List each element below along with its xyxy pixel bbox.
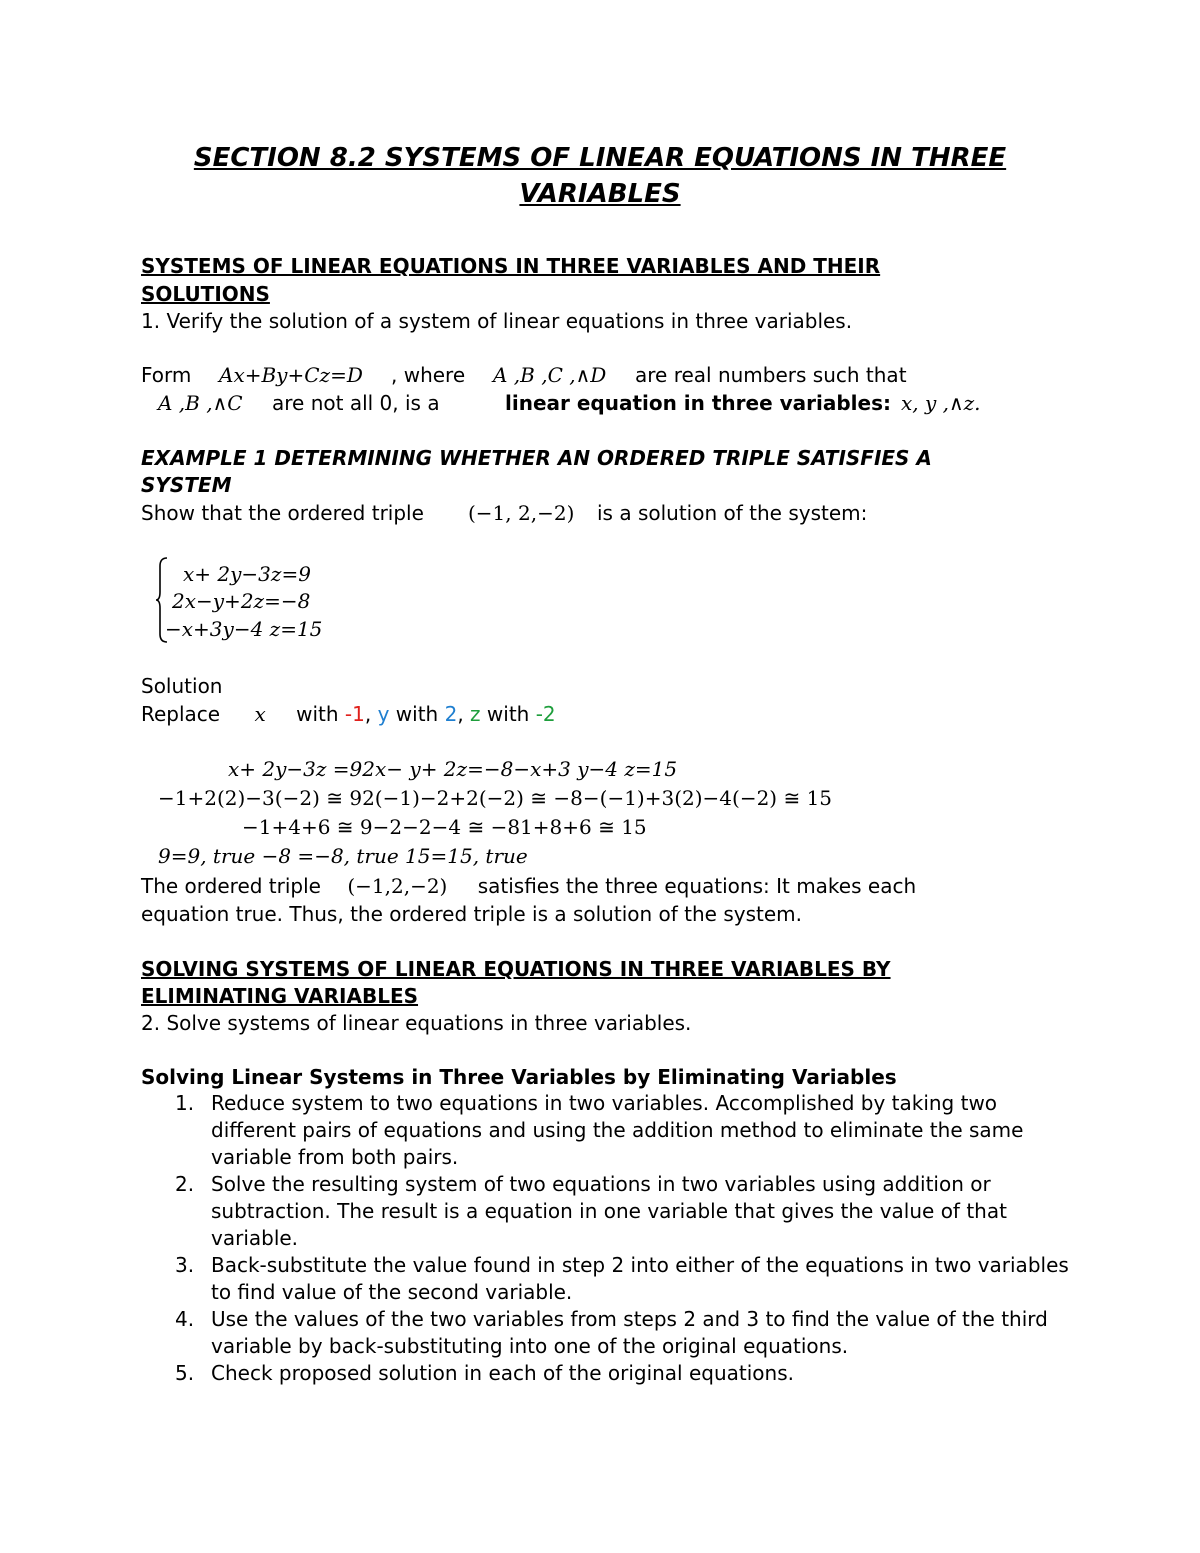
check-row-simplify: −1+4+6 ≅ 9−2−2−4 ≅ −81+8+6 ≅ 15 bbox=[242, 815, 647, 839]
not-all-zero-text: are not all 0, is a bbox=[272, 391, 440, 415]
check-row-substitution: −1+2(2)−3(−2) ≅ 92(−1)−2+2(−2) ≅ −8−(−1)+3(2)−4(−2) ≅ 15 bbox=[158, 786, 833, 810]
list-item bbox=[141, 1252, 1081, 1306]
with-word-1: with bbox=[296, 702, 339, 726]
where-text: , where bbox=[391, 363, 466, 387]
example1-heading-line2: SYSTEM bbox=[141, 473, 232, 497]
system-equation-3: −x+3y−4 z=15 bbox=[165, 617, 323, 641]
list-item bbox=[141, 1360, 1081, 1387]
list-item bbox=[141, 1171, 1081, 1252]
linear-equation-definition: linear equation in three variables: bbox=[505, 391, 892, 415]
replace-word: Replace bbox=[141, 702, 221, 726]
conclusion-text-a: The ordered triple bbox=[141, 874, 321, 898]
check-row-equations: x+ 2y−3z =92x− y+ 2z=−8−x+3 y−4 z=15 bbox=[228, 757, 678, 781]
step-text: Solve the resulting system of two equations in two variables using addition or subtraction. The result is a equation in one variable that gives the value of that variable. bbox=[211, 1172, 1007, 1250]
replace-line bbox=[141, 700, 556, 728]
with-word-2: with bbox=[395, 702, 439, 726]
step-number: 3. bbox=[175, 1253, 195, 1277]
step-text: Back-substitute the value found in step 2 into either of the equations in two variables to find value of the second variable. bbox=[211, 1253, 1069, 1304]
real-numbers-text: are real numbers such that bbox=[635, 363, 907, 387]
section2-heading-line2: ELIMINATING VARIABLES bbox=[141, 984, 419, 1008]
form-word: Form bbox=[141, 363, 192, 387]
conclusion-text-b: satisfies the three equations: It makes each bbox=[477, 874, 917, 898]
step-text: Check proposed solution in each of the original equations. bbox=[211, 1361, 794, 1385]
conclusion-triple: (−1,2,−2) bbox=[347, 874, 448, 898]
procedure-title: Solving Linear Systems in Three Variables by Eliminating Variables bbox=[141, 1065, 897, 1089]
system-equation-1: x+ 2y−3z=9 bbox=[183, 562, 311, 586]
objective-2: 2. Solve systems of linear equations in three variables. bbox=[141, 1011, 692, 1035]
ordered-triple: (−1, 2,−2) bbox=[468, 501, 575, 525]
system-equation-2: 2x−y+2z=−8 bbox=[172, 589, 311, 613]
x-value: -1 bbox=[344, 702, 365, 726]
coefficients-abc: A ,B ,∧C bbox=[158, 391, 243, 415]
list-item bbox=[141, 1090, 1081, 1171]
conclusion-line2: equation true. Thus, the ordered triple is a solution of the system. bbox=[141, 902, 803, 926]
section1-heading-line1: SYSTEMS OF LINEAR EQUATIONS IN THREE VARIABLES AND THEIR bbox=[141, 254, 881, 278]
example1-heading-line1: EXAMPLE 1 DETERMINING WHETHER AN ORDERED TRIPLE SATISFIES A bbox=[141, 446, 932, 470]
step-number: 4. bbox=[175, 1307, 195, 1331]
coefficients: A ,B ,C ,∧D bbox=[493, 363, 607, 387]
check-row-result: 9=9, true −8 =−8, true 15=15, true bbox=[158, 844, 528, 868]
step-text: Reduce system to two equations in two variables. Accomplished by taking two different pairs of equations and using the addition method to eliminate the same variable from both pairs. bbox=[211, 1091, 1024, 1169]
solution-label: Solution bbox=[141, 674, 223, 698]
step-text: Use the values of the two variables from steps 2 and 3 to find the value of the third variable by back-substituting into one of the original equations. bbox=[211, 1307, 1048, 1358]
show-text: Show that the ordered triple bbox=[141, 501, 424, 525]
step-number: 2. bbox=[175, 1172, 195, 1196]
x-variable: x bbox=[254, 702, 266, 726]
y-variable: y bbox=[377, 702, 390, 726]
comma-2: , bbox=[457, 702, 464, 726]
z-variable: z bbox=[470, 702, 481, 726]
variables-list: x, y ,∧z. bbox=[901, 391, 981, 415]
comma-1: , bbox=[364, 702, 372, 726]
page-title-line1: SECTION 8.2 SYSTEMS OF LINEAR EQUATIONS IN THREE bbox=[193, 143, 1007, 173]
section1-heading-line2: SOLUTIONS bbox=[141, 282, 270, 306]
y-value: 2 bbox=[444, 702, 458, 726]
section2-heading-line1: SOLVING SYSTEMS OF LINEAR EQUATIONS IN THREE VARIABLES BY bbox=[141, 957, 891, 981]
page-title-line2: VARIABLES bbox=[519, 179, 681, 209]
procedure-steps bbox=[141, 1090, 1081, 1387]
with-word-3: with bbox=[486, 702, 530, 726]
solution-of-text: is a solution of the system: bbox=[597, 501, 868, 525]
form-equation: Ax+By+Cz=D bbox=[219, 363, 363, 387]
list-item bbox=[141, 1306, 1081, 1360]
z-value: -2 bbox=[535, 702, 556, 726]
conclusion-line1 bbox=[141, 872, 916, 900]
objective-1: 1. Verify the solution of a system of linear equations in three variables. bbox=[141, 309, 853, 333]
step-number: 5. bbox=[175, 1361, 195, 1385]
step-number: 1. bbox=[175, 1091, 195, 1115]
